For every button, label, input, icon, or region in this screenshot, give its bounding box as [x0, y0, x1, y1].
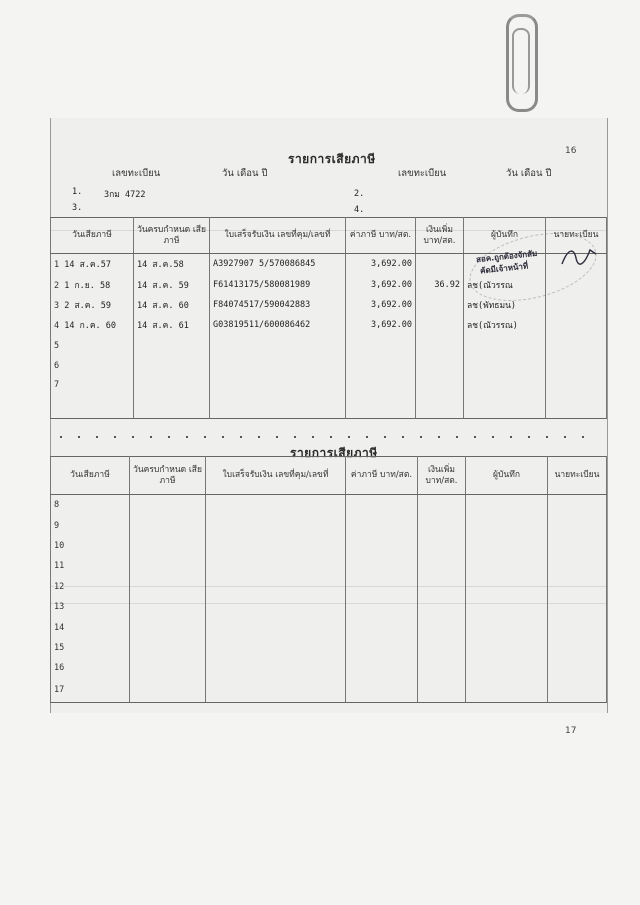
col-tax: ค่าภาษี บาท/สต.	[346, 218, 416, 254]
receipt-cell: F61413175/580081989	[210, 274, 346, 294]
row-number: 2	[54, 280, 60, 291]
table-row	[51, 536, 607, 556]
registrar-cell	[546, 315, 607, 335]
surcharge-cell: 36.92	[416, 274, 464, 294]
surcharge-cell	[416, 254, 464, 275]
registration-4-number: 4.	[354, 205, 365, 215]
tax-cell: 3,692.00	[346, 254, 416, 275]
table-row	[51, 376, 607, 418]
due-date-cell: 14 ส.ค. 59	[134, 274, 210, 294]
table-row	[51, 577, 607, 597]
due-date-cell: 14 ส.ค. 60	[134, 295, 210, 315]
plate-label-right: เลขทะเบียน	[398, 168, 447, 179]
paperclip-inner-wire	[512, 28, 530, 94]
paid-date-cell: 14 ส.ค.57	[64, 260, 111, 271]
receipt-cell: A3927907 5/570086845	[210, 254, 346, 275]
table-row	[51, 679, 607, 703]
row-number: 6	[54, 361, 60, 372]
tax-cell: 3,692.00	[346, 274, 416, 294]
tax-cell: 3,692.00	[346, 315, 416, 335]
col-tax: ค่าภาษี บาท/สต.	[346, 457, 418, 495]
paid-date-cell: 14 ก.ค. 60	[64, 321, 117, 332]
row-number: 10	[54, 540, 65, 551]
table-row	[51, 515, 607, 535]
col-recorder: ผู้บันทึก	[466, 457, 548, 495]
signature-mark	[560, 244, 600, 268]
row-number: 16	[54, 663, 65, 674]
col-registrar: นายทะเบียน	[546, 218, 607, 254]
paid-date-cell: 2 ส.ค. 59	[64, 300, 111, 311]
plate-label-left: เลขทะเบียน	[112, 168, 161, 179]
col-due-date: วันครบกำหนด เสียภาษี	[134, 218, 210, 254]
col-receipt: ใบเสร็จรับเงิน เลขที่คุม/เลขที่	[206, 457, 346, 495]
table-row	[51, 556, 607, 576]
row-number: 8	[54, 500, 60, 511]
date-label-right: วัน เดือน ปี	[506, 168, 552, 179]
tax-table-bottom	[50, 456, 607, 703]
col-paid-date: วันเสียภาษี	[51, 457, 130, 495]
table-row	[51, 597, 607, 617]
row-number: 4	[54, 321, 60, 332]
paid-date-cell: 1 ก.ย. 58	[64, 280, 111, 291]
row-number: 1	[54, 260, 60, 271]
row-number: 5	[54, 340, 60, 351]
page-number-bottom: 17	[565, 726, 577, 736]
surcharge-cell	[416, 295, 464, 315]
row-number: 13	[54, 602, 65, 613]
col-recorder: ผู้บันทึก	[464, 218, 546, 254]
stamp-line-1: สอค.ถูกต้องจักสัม	[475, 248, 538, 265]
page-title-bottom: รายการเสียภาษี	[290, 446, 378, 460]
row-number: 7	[54, 380, 60, 391]
col-due-date: วันครบกำหนด เสียภาษี	[130, 457, 206, 495]
tax-cell: 3,692.00	[346, 295, 416, 315]
table-header-row	[51, 457, 607, 495]
col-registrar: นายทะเบียน	[548, 457, 607, 495]
recorder-cell: ลช(ณัวรรณ	[464, 274, 546, 294]
page-number-top: 16	[565, 146, 577, 156]
table-row	[51, 658, 607, 678]
registration-2-number: 2.	[354, 189, 365, 199]
col-receipt: ใบเสร็จรับเงิน เลขที่คุม/เลขที่	[210, 218, 346, 254]
table-row	[51, 617, 607, 637]
table-row	[51, 638, 607, 658]
table-row	[51, 495, 607, 516]
col-surcharge: เงินเพิ่ม บาท/สต.	[416, 218, 464, 254]
row-number: 12	[54, 581, 65, 592]
date-label-left: วัน เดือน ปี	[222, 168, 268, 179]
registration-1-plate: 3กม 4722	[104, 190, 146, 200]
registration-3-number: 3.	[72, 203, 83, 213]
row-number: 15	[54, 642, 65, 653]
receipt-cell: F84074517/590042883	[210, 295, 346, 315]
recorder-cell: ลช(พัทธมน)	[464, 295, 546, 315]
table-row	[51, 315, 607, 335]
col-paid-date: วันเสียภาษี	[51, 218, 134, 254]
col-surcharge: เงินเพิ่ม บาท/สต.	[418, 457, 466, 495]
page-title-top: รายการเสียภาษี	[288, 152, 376, 166]
registrar-cell	[546, 295, 607, 315]
dotted-separator	[60, 436, 600, 438]
row-number: 9	[54, 520, 60, 531]
row-number: 17	[54, 685, 65, 696]
surcharge-cell	[416, 315, 464, 335]
table-row	[51, 356, 607, 376]
recorder-cell: ลช(ณัวรรณ)	[464, 315, 546, 335]
table-row	[51, 336, 607, 356]
due-date-cell: 14 ส.ค.58	[134, 254, 210, 275]
registration-1-number: 1.	[72, 187, 83, 197]
row-number: 11	[54, 561, 65, 572]
due-date-cell: 14 ส.ค. 61	[134, 315, 210, 335]
row-number: 14	[54, 622, 65, 633]
receipt-cell: G03819511/600086462	[210, 315, 346, 335]
row-number: 3	[54, 300, 60, 311]
stamp-line-2: คัดมีเจ้าหน้าที่	[479, 261, 529, 276]
